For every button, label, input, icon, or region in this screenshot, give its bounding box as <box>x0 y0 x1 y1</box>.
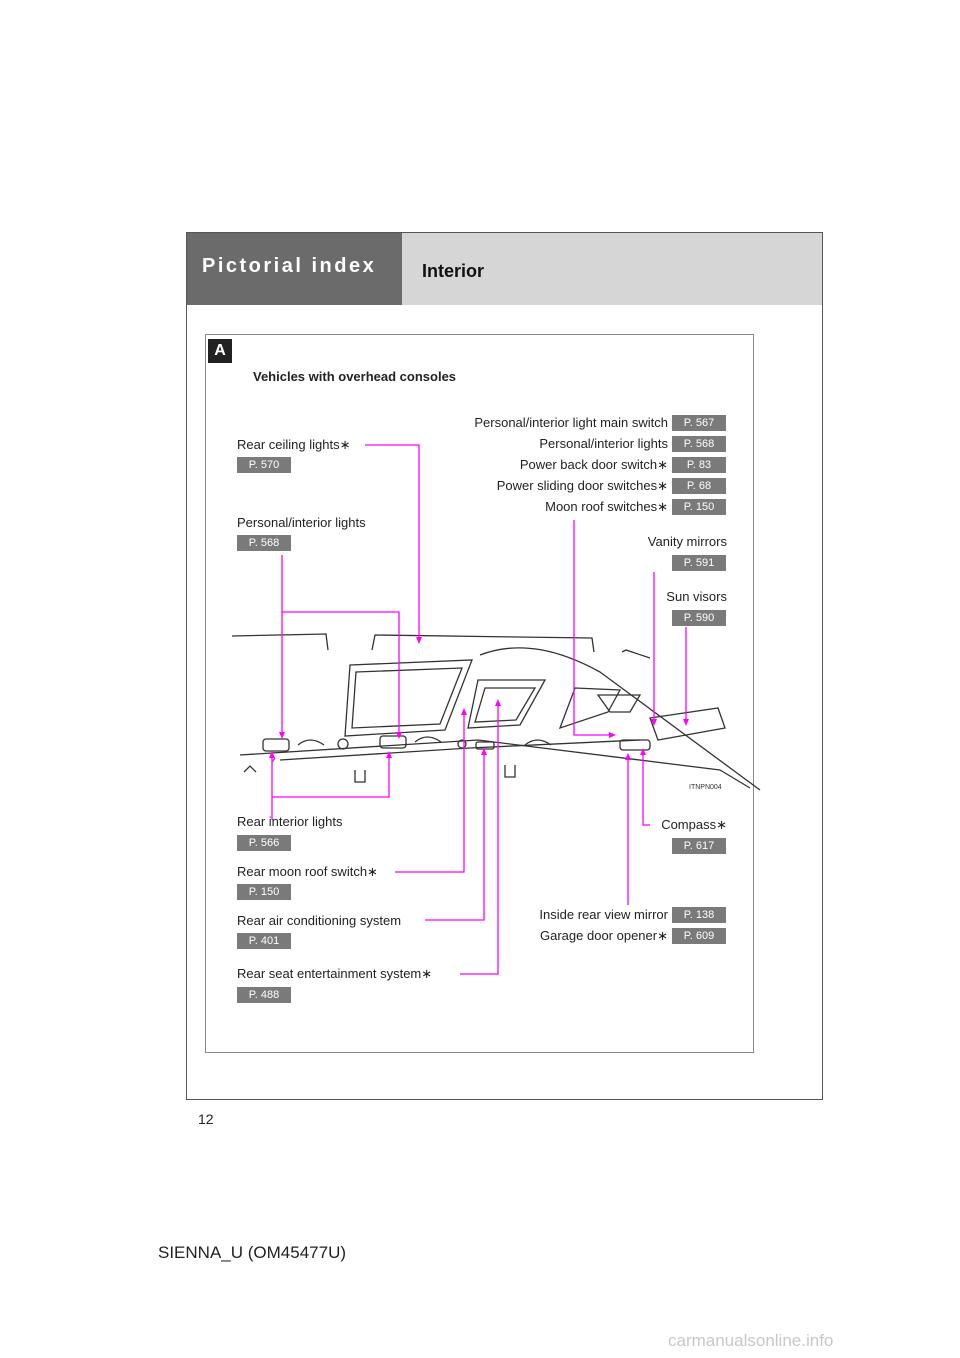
label-rear-interior-lights: Rear interior lights <box>237 814 343 829</box>
label-rear-air-conditioning: Rear air conditioning system <box>237 913 402 928</box>
section-title: Pictorial index <box>202 255 377 277</box>
page-ref-rear-air-conditioning[interactable]: P. 401 <box>237 933 291 949</box>
page-title: Interior <box>422 261 485 281</box>
label-personal-interior-lights-left: Personal/interior lights <box>237 515 366 530</box>
page-ref-moon-roof-switches[interactable]: P. 150 <box>672 499 726 515</box>
page-ref-rear-moon-roof-switch[interactable]: P. 150 <box>237 884 291 900</box>
page-ref-sun-visors[interactable]: P. 590 <box>672 610 726 626</box>
watermark: carmanualsonline.info <box>668 1331 834 1350</box>
page-ref-rear-ceiling-lights[interactable]: P. 570 <box>237 457 291 473</box>
figure-code: ITNPN004 <box>689 784 722 791</box>
page-number: 12 <box>198 1111 214 1127</box>
page-ref-power-sliding-door-switches[interactable]: P. 68 <box>672 478 726 494</box>
page-ref-rear-seat-entertainment[interactable]: P. 488 <box>237 987 291 1003</box>
label-rear-moon-roof-switch: Rear moon roof switch∗ <box>237 864 378 879</box>
label-sun-visors: Sun visors <box>666 589 727 604</box>
label-power-back-door-switch: Power back door switch∗ <box>519 457 668 472</box>
page-ref-inside-rear-view-mirror[interactable]: P. 138 <box>672 907 726 923</box>
figure-subtitle: Vehicles with overhead consoles <box>253 369 457 384</box>
label-garage-door-opener: Garage door opener∗ <box>540 928 668 943</box>
page-ref-power-back-door-switch[interactable]: P. 83 <box>672 457 726 473</box>
label-light-main-switch: Personal/interior light main switch <box>474 415 668 430</box>
label-moon-roof-switches: Moon roof switches∗ <box>545 499 668 514</box>
page-ref-compass[interactable]: P. 617 <box>672 838 726 854</box>
label-vanity-mirrors: Vanity mirrors <box>647 534 727 549</box>
figure-badge: A <box>208 339 232 363</box>
page-ref-vanity-mirrors[interactable]: P. 591 <box>672 555 726 571</box>
label-power-sliding-door-switches: Power sliding door switches∗ <box>496 478 668 493</box>
label-personal-interior-lights-right: Personal/interior lights <box>539 436 668 451</box>
page-ref-personal-interior-lights-left[interactable]: P. 568 <box>237 535 291 551</box>
label-rear-ceiling-lights: Rear ceiling lights∗ <box>237 437 351 452</box>
document-footer: SIENNA_U (OM45477U) <box>158 1243 347 1262</box>
label-compass: Compass∗ <box>661 817 727 832</box>
label-inside-rear-view-mirror: Inside rear view mirror <box>539 907 668 922</box>
page-ref-light-main-switch[interactable]: P. 567 <box>672 415 726 431</box>
page-ref-rear-interior-lights[interactable]: P. 566 <box>237 835 291 851</box>
page-ref-personal-interior-lights-right[interactable]: P. 568 <box>672 436 726 452</box>
label-rear-seat-entertainment: Rear seat entertainment system∗ <box>237 966 433 981</box>
page-ref-garage-door-opener[interactable]: P. 609 <box>672 928 726 944</box>
